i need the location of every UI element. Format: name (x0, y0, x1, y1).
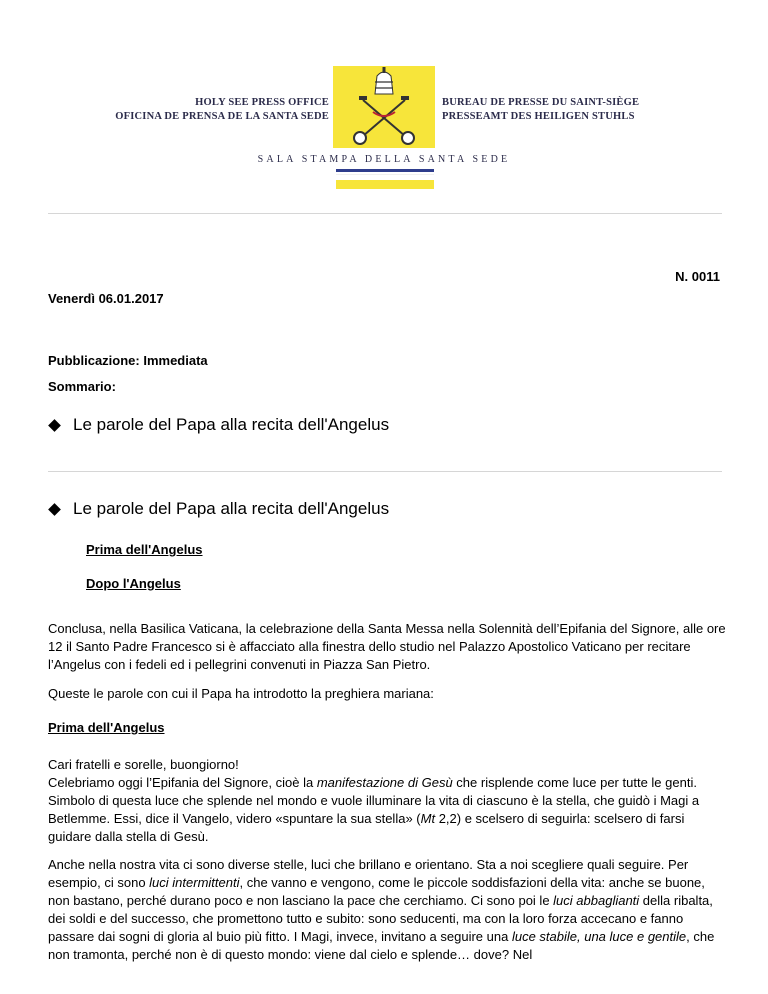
paragraph-2 (48, 856, 728, 964)
p2-italic-1: luci intermittenti (149, 875, 240, 890)
header-stripes (336, 169, 434, 191)
summary-item-text[interactable]: Le parole del Papa alla recita dell'Angelus (73, 415, 390, 434)
p2-text-d: , che non tramonta, perché non è di questo mondo: viene dal cielo e splende… dove? Nel (48, 929, 715, 962)
header-line-french: BUREAU DE PRESSE DU SAINT-SIÈGE (442, 97, 640, 108)
article-title (48, 498, 389, 520)
sala-stampa-subtitle: SALA STAMPA DELLA SANTA SEDE (257, 154, 511, 165)
header-line-german: PRESSEAMT DES HEILIGEN STUHLS (442, 111, 635, 122)
holy-see-emblem (333, 66, 435, 148)
summary-divider (48, 471, 722, 472)
p2-italic-3: luce stabile, una luce e gentile (511, 929, 687, 944)
press-office-names-left (115, 96, 329, 124)
intro-text: Conclusa, nella Basilica Vaticana, la celebrazione della Santa Messa nella Solennità dell’Epifania del Signore, alle ore 12 il Santo Padre Francesco si è affacciato alla finestra dello studio nel Palazzo Apostolico Vaticano per recitare l’Angelus con i fedeli ed i pellegrini convenuti in Piazza San Pietro. (48, 621, 726, 672)
p1-italic-1: manifestazione di Gesù (316, 775, 453, 790)
bulletin-date: Venerdì 06.01.2017 (48, 291, 164, 306)
intro2-text: Queste le parole con cui il Papa ha introdotto la preghiera mariana: (48, 686, 434, 701)
diamond-bullet-icon (48, 419, 61, 432)
header-line-spanish: OFICINA DE PRENSA DE LA SANTA SEDE (115, 111, 329, 122)
header-divider (48, 213, 722, 214)
bulletin-number: N. 0011 (675, 269, 720, 284)
stripe-white (336, 174, 434, 178)
link-dopo-angelus[interactable]: Dopo l'Angelus (86, 576, 181, 591)
p2-text-c: della ribalta, dei soldi e del successo, che promettono tutto e subito: sono seducenti, ma con la loro forza accecano e fanno passare dai sogni di gloria al buio più fitto. I Magi, invece, invitano a seguire una (48, 893, 713, 944)
summary-item[interactable] (48, 414, 389, 436)
stripe-blue-top (336, 169, 434, 172)
p1-italic-2: Mt (420, 811, 436, 826)
link-prima-angelus[interactable]: Prima dell'Angelus (86, 542, 203, 557)
article-title-text: Le parole del Papa alla recita dell'Angelus (73, 499, 390, 518)
header-line-english: HOLY SEE PRESS OFFICE (195, 97, 329, 108)
p2-text-a: Anche nella nostra vita ci sono diverse stelle, luci che brillano e orientano. Sta a noi scegliere quali seguire. Per esempio, ci sono (48, 857, 689, 890)
p2-italic-2: luci abbaglianti (553, 893, 640, 908)
intro2-paragraph (48, 685, 728, 703)
greeting-text: Cari fratelli e sorelle, buongiorno! (48, 757, 239, 772)
p1-text-c: 2,2) e scelsero di seguirla: scelsero di farsi guidare dalla stella di Gesù. (48, 811, 685, 844)
paragraph-1 (48, 756, 728, 846)
summary-label: Sommario: (48, 379, 116, 394)
publication-status: Pubblicazione: Immediata (48, 353, 208, 368)
section-heading-prima: Prima dell'Angelus (48, 720, 165, 735)
stripe-yellow (336, 180, 434, 189)
p1-text-b: che risplende come luce per tutte le genti. Simbolo di questa luce che splende nel mondo e vuole illuminare la vita di ciascuno è la stella, che guidò i Magi a Betlemme. Essi, dice il Vangelo, videro «spuntare la sua stella» ( (48, 775, 700, 826)
press-office-names-right (442, 96, 639, 124)
papal-keys-icon (333, 66, 435, 148)
intro-paragraph (48, 620, 728, 674)
p2-text-b: , che vanno e vengono, come le piccole soddisfazioni della vita: anche se buone, non bastano, perché durano poco e non lasciano la pace che cerchiamo. Ci sono poi le (48, 875, 705, 908)
p1-text-a: Celebriamo oggi l’Epifania del Signore, cioè la (48, 775, 317, 790)
diamond-bullet-icon (48, 503, 61, 516)
